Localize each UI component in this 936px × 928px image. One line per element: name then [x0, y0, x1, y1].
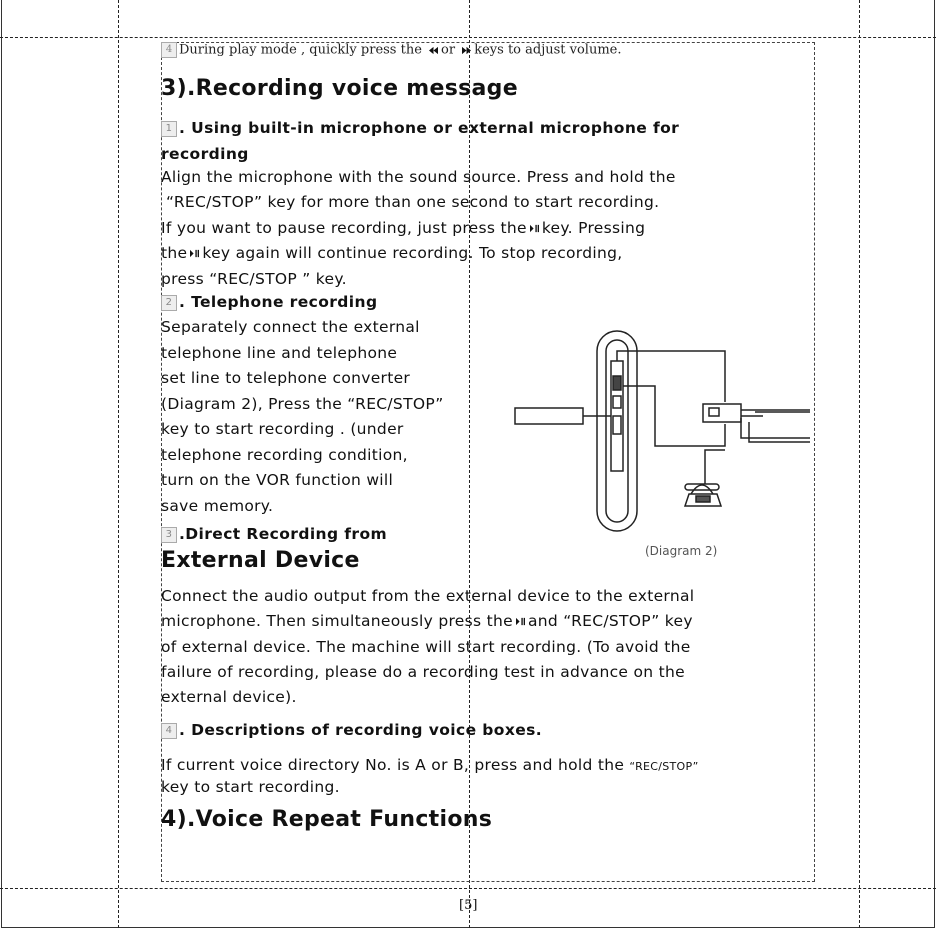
guide-line-top [0, 37, 936, 38]
item-number-badge: 3 [161, 527, 177, 543]
rec-stop-label: “REC/STOP” [629, 760, 699, 773]
p4-line1: If current voice directory No. is A or B, press and hold the “REC/STOP” [161, 756, 699, 774]
play-pause-icon [190, 249, 199, 258]
p1-line3: If you want to pause recording, just press the key. Pressing [161, 219, 646, 237]
p2-line4: (Diagram 2), Press the “REC/STOP” [161, 395, 444, 413]
page-number: [5] [459, 898, 478, 913]
p1-line5: press “REC/STOP ” key. [161, 270, 347, 288]
p3-line5: external device). [161, 688, 297, 706]
item-number-badge: 2 [161, 295, 177, 311]
item-number-badge: 1 [161, 121, 177, 137]
p2-line3: set line to telephone converter [161, 369, 411, 387]
guide-line-right [859, 0, 860, 928]
subsection-3-title-cont: External Device [161, 548, 360, 573]
p2-line2: telephone line and telephone [161, 344, 398, 362]
volume-instruction: 4 During play mode , quickly press the or keys to adjust volume. [161, 42, 622, 58]
rewind-icon [429, 46, 438, 55]
p3-line2: microphone. Then simultaneously press the and “REC/STOP” key [161, 612, 693, 630]
p2-line8: save memory. [161, 497, 274, 515]
p2-line6: telephone recording condition, [161, 446, 408, 464]
subsection-2-title: 2 . Telephone recording [161, 293, 377, 311]
play-pause-icon [530, 224, 539, 233]
p3-line4: failure of recording, please do a recording test in advance on the [161, 663, 685, 681]
p1-line2: “REC/STOP” key for more than one second to start recording. [166, 193, 660, 211]
subsection-3-title: 3 .Direct Recording from [161, 525, 387, 543]
section-3-title: 3).Recording voice message [161, 76, 518, 101]
p1-line4: the key again will continue recording. To stop recording, [161, 244, 623, 262]
p2-line5: key to start recording . (under [161, 420, 404, 438]
subsection-1-title-cont: recording [161, 145, 249, 163]
p3-line1: Connect the audio output from the external device to the external [161, 587, 695, 605]
guide-line-left [118, 0, 119, 928]
p3-line3: of external device. The machine will start recording. (To avoid the [161, 638, 691, 656]
diagram-caption: (Diagram 2) [645, 544, 718, 558]
p2-line7: turn on the VOR function will [161, 471, 394, 489]
fast-forward-icon [462, 46, 471, 55]
p1-line1: Align the microphone with the sound source. Press and hold the [161, 168, 676, 186]
item-number-badge: 4 [161, 42, 177, 58]
telephone-recording-diagram [505, 326, 815, 536]
play-pause-icon [516, 617, 525, 626]
subsection-4-title: 4 . Descriptions of recording voice boxes. [161, 721, 542, 739]
guide-line-bottom [0, 888, 936, 889]
section-4-title: 4).Voice Repeat Functions [161, 807, 493, 832]
p2-line1: Separately connect the external [161, 318, 420, 336]
p4-line2: key to start recording. [161, 778, 340, 796]
subsection-1-title: 1 . Using built-in microphone or external microphone for [161, 119, 679, 137]
item-number-badge: 4 [161, 723, 177, 739]
